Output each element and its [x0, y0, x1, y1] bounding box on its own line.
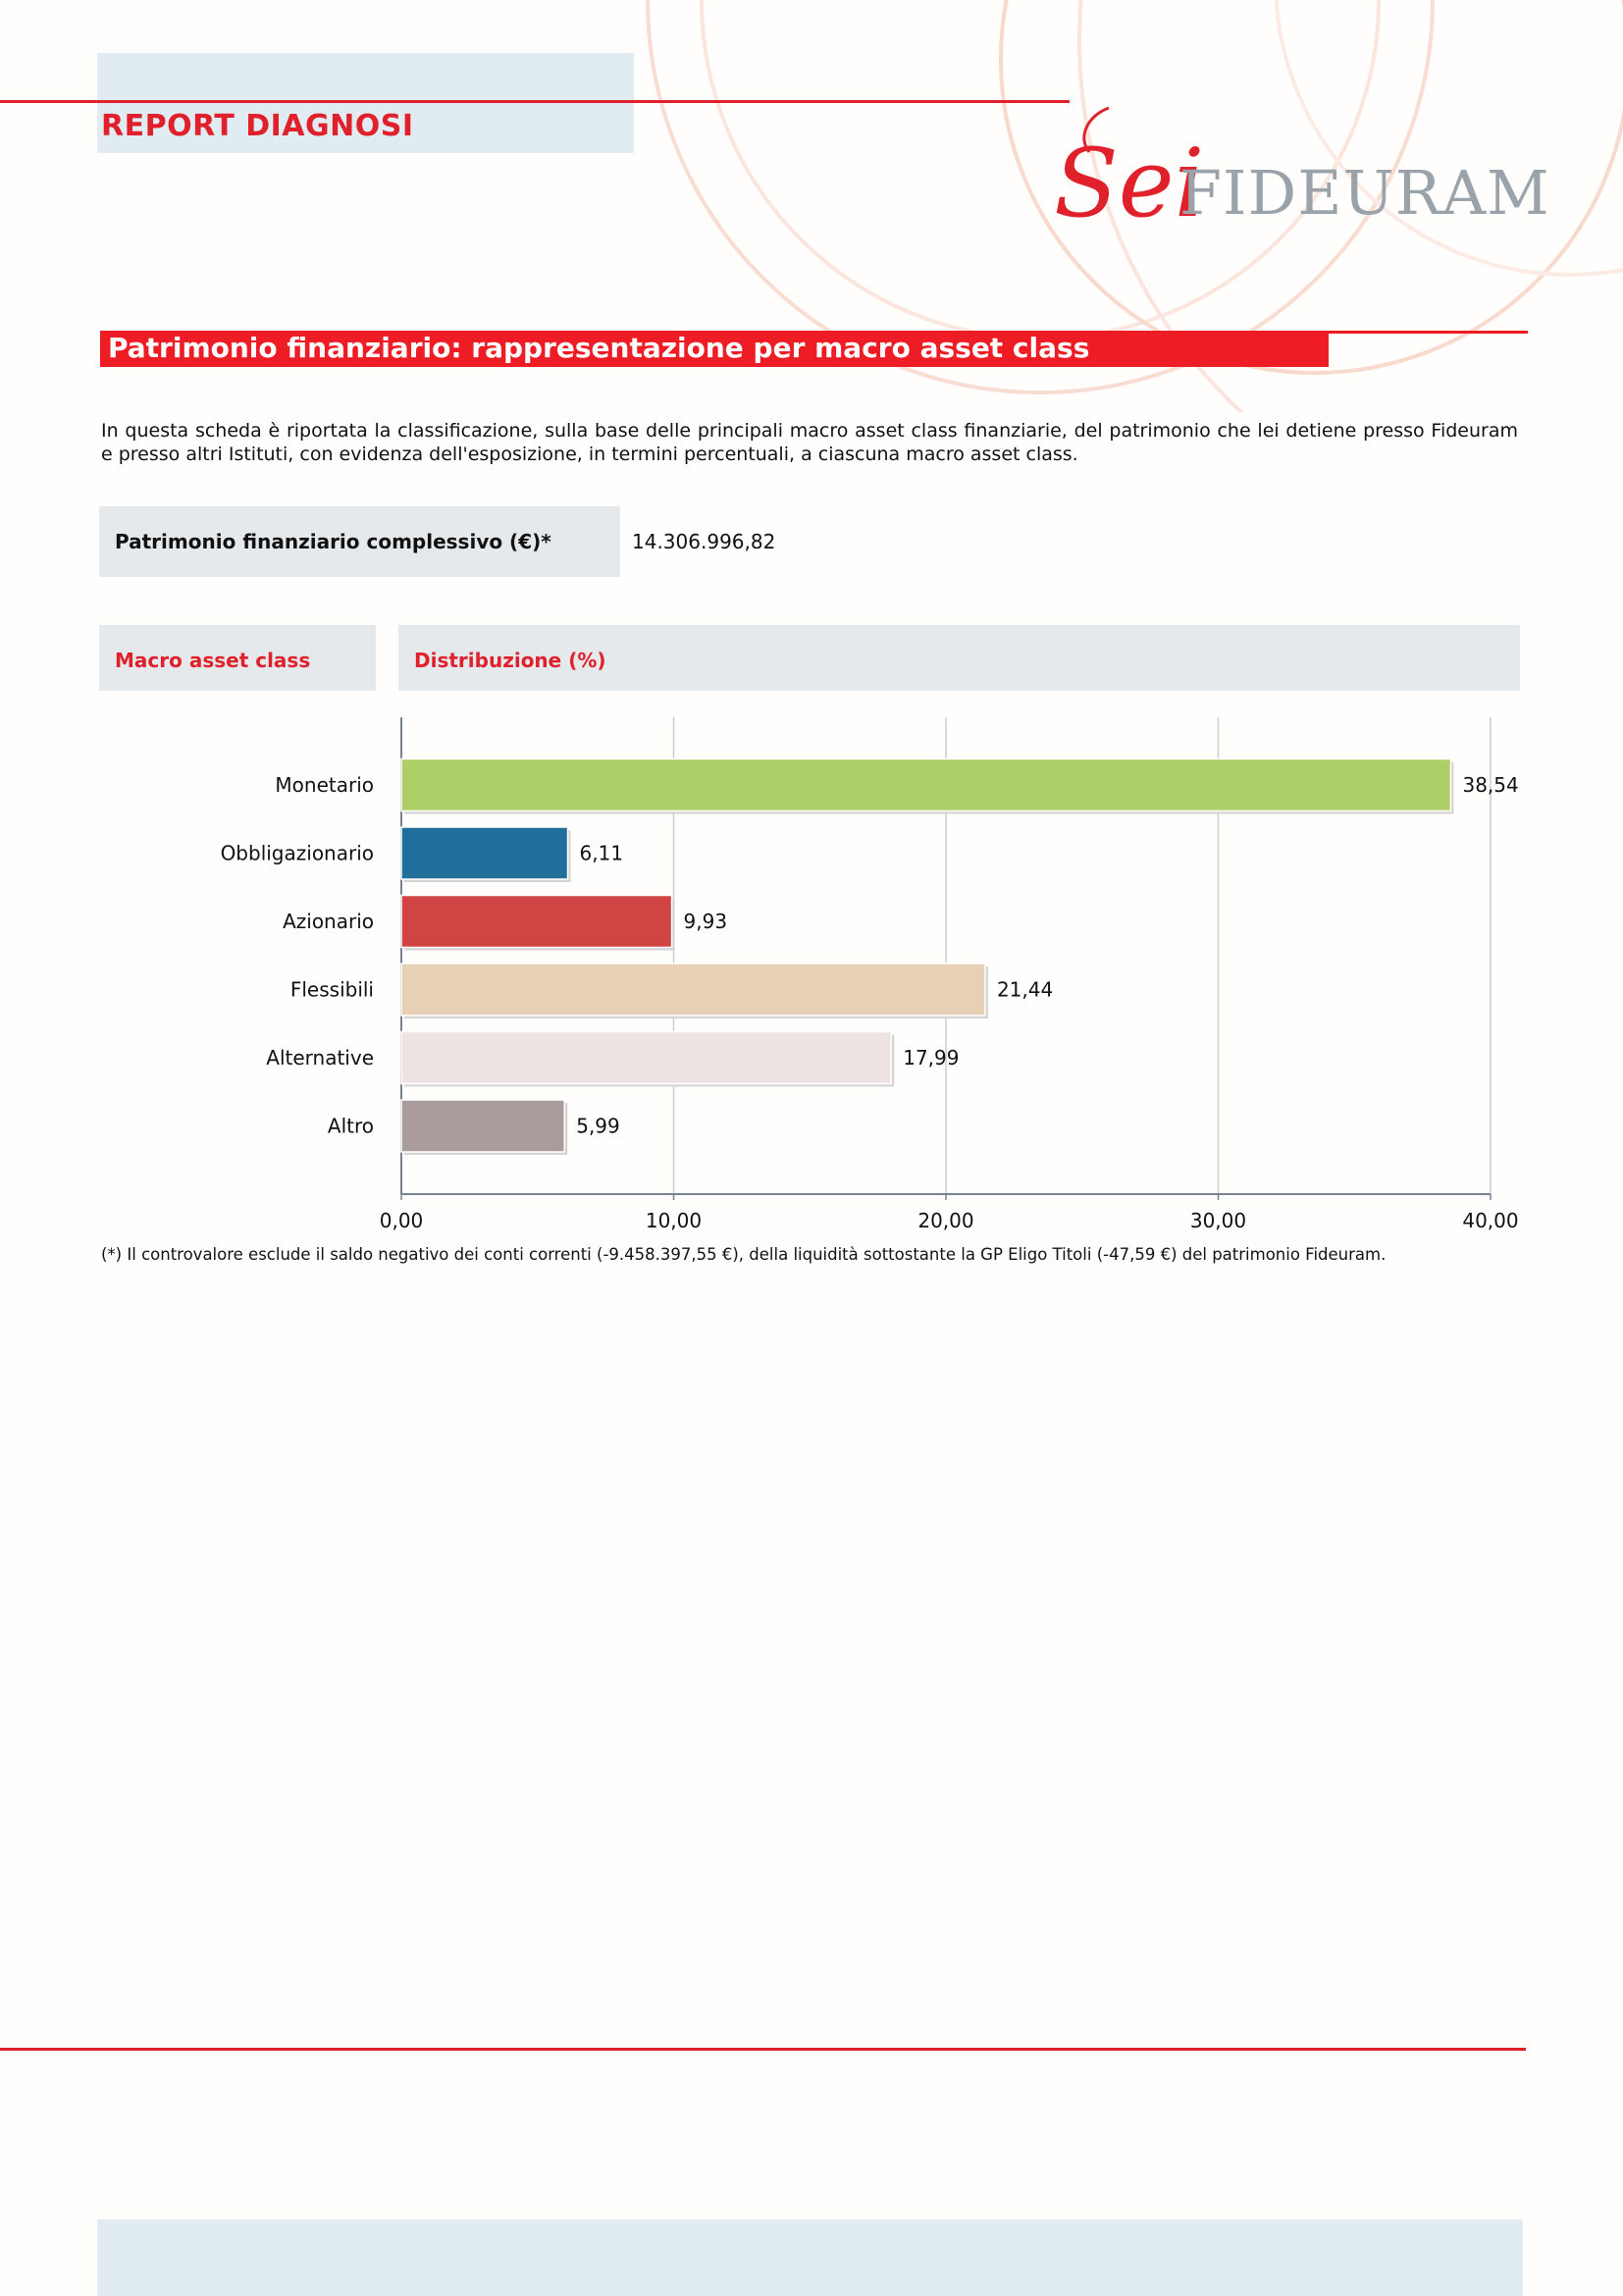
intro-paragraph: In questa scheda è riportata la classificazione, sulla base delle principali macro asset class finanziarie, del patrimonio che lei detiene presso Fideuram e presso altri Istituti, con evidenza dell'esposizione, in termini percentuali, a ciascuna macro asset class. — [101, 420, 1518, 465]
x-tick-label: 10,00 — [645, 1209, 703, 1232]
logo-mark: Sei — [1054, 129, 1205, 235]
section-title: Patrimonio finanziario: rappresentazione per macro asset class — [108, 332, 1090, 364]
footer-rule — [0, 2048, 1526, 2051]
bar-azionario — [401, 896, 672, 948]
data-label: 17,99 — [903, 1046, 960, 1070]
category-label: Monetario — [275, 773, 374, 797]
report-title: REPORT DIAGNOSI — [101, 109, 414, 143]
column-header-macro: Macro asset class — [115, 649, 311, 672]
category-label: Azionario — [283, 910, 374, 933]
x-tick-label: 40,00 — [1462, 1209, 1519, 1232]
x-tick-label: 0,00 — [379, 1209, 424, 1232]
data-label: 5,99 — [576, 1114, 620, 1138]
logo-brand: FIDEURAM — [1179, 157, 1550, 229]
x-tick-label: 20,00 — [917, 1209, 974, 1232]
bar-altro — [401, 1100, 564, 1152]
bar-alternative — [401, 1032, 891, 1084]
category-label: Alternative — [266, 1046, 374, 1070]
footnote: (*) Il controvalore esclude il saldo negativo dei conti correnti (-9.458.397,55 €), della liquidità sottostante la GP Eligo Titoli (-47,59 €) del patrimonio Fideuram. — [101, 1245, 1387, 1264]
bar-monetario — [401, 759, 1450, 811]
footer-panel — [97, 2219, 1523, 2296]
bar-obbligazionario — [401, 827, 568, 879]
data-label: 21,44 — [996, 977, 1054, 1002]
category-label: Obbligazionario — [220, 841, 374, 865]
data-label: 6,11 — [579, 841, 624, 865]
x-tick-label: 30,00 — [1189, 1209, 1247, 1232]
total-value: 14.306.996,82 — [632, 530, 776, 553]
category-label: Altro — [327, 1114, 374, 1138]
bar-flessibili — [401, 964, 985, 1016]
category-label: Flessibili — [289, 977, 374, 1002]
column-header-distribution: Distribuzione (%) — [414, 649, 606, 672]
data-label: 38,54 — [1462, 773, 1519, 797]
data-label: 9,93 — [683, 910, 728, 933]
total-label: Patrimonio finanziario complessivo (€)* — [115, 530, 551, 553]
